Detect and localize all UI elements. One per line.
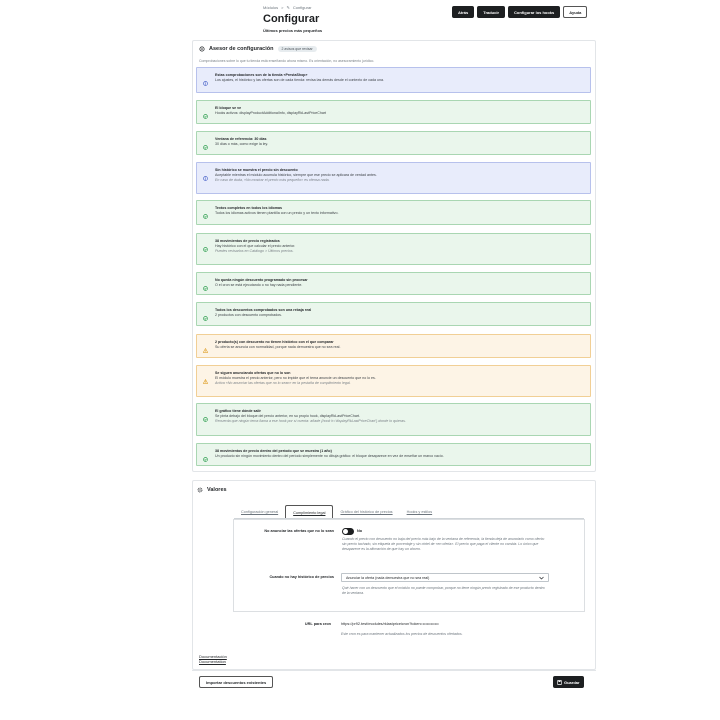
breadcrumb-modules[interactable]: Módulos: [263, 5, 279, 10]
chevron-down-icon: [539, 576, 544, 580]
check-item: [196, 233, 591, 265]
advisor-title: Asesor de configuración: [209, 46, 274, 52]
hide-fake-offers-label: No anunciar las ofertas que no lo sean: [264, 529, 334, 533]
tab-legal-compliance[interactable]: Cumplimiento legal: [285, 505, 333, 519]
check-title: Textos completos en todos los idiomas: [215, 206, 283, 210]
check-circle-icon: [203, 137, 208, 142]
no-history-select[interactable]: [341, 573, 549, 582]
translate-button[interactable]: Traducir: [477, 6, 505, 18]
check-item: [196, 67, 591, 93]
advisor-header: [199, 46, 317, 52]
check-description: Aceptable mientras el módulo acumula histórico, siempre que ese precio se aplicara de verdad antes.: [215, 173, 377, 177]
documentation-links: [199, 654, 227, 664]
hide-fake-offers-help: Cuando el precio con descuento no baja del precio más bajo de la ventana de referencia, la tienda deja de anunciarlo como oferta: sin precio tachado, sin etiqueta de porcentaje y sin cintel de «en oferta». El precio que paga el cliente no cambia. Lo único que desaparece es la afirmación de que hay un ahorro.: [342, 537, 545, 551]
settings-icon: [197, 487, 203, 493]
check-description: Se pinta debajo del bloque del precio anterior, en su propio hook, displayRkLastPriceChart.: [215, 414, 361, 418]
configure-hooks-button[interactable]: Configurar los hooks: [508, 6, 560, 18]
cron-url-help: Este cron es para mantener actualizados los precios de descuentos ofertados.: [341, 632, 463, 636]
hide-fake-offers-toggle[interactable]: [342, 528, 354, 535]
no-history-selected: Anunciar la oferta (nada demuestra que no sea real): [346, 575, 430, 580]
no-history-label: Cuando no hay histórico de precios: [269, 575, 334, 579]
import-discounts-button[interactable]: Importar descuentos existentes: [199, 676, 273, 688]
check-title: Ventana de referencia: 30 días: [215, 137, 267, 141]
cron-url-label: URL para cron: [304, 622, 331, 626]
gear-check-icon: [199, 46, 205, 52]
check-circle-icon: [203, 449, 208, 454]
check-item: [196, 162, 591, 194]
check-item: [196, 334, 591, 358]
values-tabs: [234, 505, 439, 519]
check-item: [196, 403, 591, 436]
check-note: Recuerda que ningún tema llama a ese hook por sí cuenta: añade {hook h='displayRkLastPriceChart'} donde lo quieras.: [215, 419, 406, 423]
warning-triangle-icon: [203, 340, 208, 345]
page-header: [0, 0, 720, 40]
check-circle-icon: [203, 278, 208, 283]
breadcrumb-separator: >: [281, 5, 284, 10]
help-button[interactable]: Ayuda: [563, 6, 587, 18]
check-description: Su oferta se anuncia con normalidad, porque nada demuestra que no sea real.: [215, 345, 341, 349]
check-description: 2 productos con descuento comprobados.: [215, 313, 282, 317]
check-description: Hay histórico con el que calcular el precio anterior.: [215, 244, 296, 248]
tab-price-chart[interactable]: Gráfico del histórico de precios: [340, 510, 393, 514]
check-circle-icon: [203, 239, 208, 244]
check-title: Estas comprobaciones son de la tienda «PrestaShop»: [215, 73, 308, 77]
doc-link-es[interactable]: Documentación: [199, 654, 227, 659]
edit-icon: ✎: [286, 5, 290, 10]
warnings-badge: 2 avisos que revisar: [278, 46, 317, 52]
save-label: Guardar: [564, 679, 580, 685]
check-title: 2 producto(s) con descuento no tienen histórico con el que comparar: [215, 340, 334, 344]
check-item: [196, 200, 591, 225]
values-header: [197, 487, 227, 493]
info-circle-icon: [203, 73, 208, 78]
toolbar: [452, 6, 587, 18]
check-description: O el cron se está ejecutando o no hay nada pendiente.: [215, 283, 303, 287]
check-title: Se siguen anunciando ofertas que no lo son: [215, 371, 291, 375]
check-note: Activa «No anunciar las ofertas que no lo sean» en la pestaña de cumplimiento legal.: [215, 381, 351, 385]
page-subtitle: Últimos precios más pequeños: [263, 28, 323, 33]
check-circle-icon: [203, 308, 208, 313]
check-description: Los ajustes, el histórico y las ofertas son de cada tienda: revisa las demás desde el contexto de cada una.: [215, 78, 385, 82]
check-title: Todos los descuentos comprobados son una rebaja real: [215, 308, 312, 312]
check-title: Sin histórico se muestra el precio sin descuento: [215, 168, 298, 172]
check-title: 38 movimientos de precio dentro del período que se muestra (1 año): [215, 449, 332, 453]
page-title: Configurar: [263, 13, 320, 25]
breadcrumb-configure: Configurar: [292, 5, 312, 10]
warning-triangle-icon: [203, 371, 208, 376]
back-button[interactable]: Atrás: [452, 6, 474, 18]
info-circle-icon: [203, 168, 208, 173]
check-note: Puedes revisarlos en Catálogo > Últimos precios.: [215, 249, 294, 253]
check-title: El gráfico tiene dónde salir: [215, 409, 261, 413]
save-icon: [557, 680, 562, 685]
check-item: [196, 131, 591, 155]
check-circle-icon: [203, 409, 208, 414]
check-item: [196, 100, 591, 124]
check-item: [196, 365, 591, 397]
cron-url-value[interactable]: https://pr92.test/modules/rklastpriceicron?token=••••••••••••: [341, 622, 439, 626]
hide-fake-offers-state: No: [357, 529, 363, 533]
check-circle-icon: [203, 106, 208, 111]
advisor-intro: Comprobaciones sobre lo que tu tienda está enseñando ahora mismo. Es orientación, no asesoramiento jurídico.: [199, 59, 375, 63]
no-history-help: Qué hacer con un descuento que el módulo no puede comprobar, porque no tiene ningún precio registrado de ese producto dentro de la ventana.: [342, 586, 545, 595]
check-title: 38 movimientos de precio registrados: [215, 239, 280, 243]
check-circle-icon: [203, 206, 208, 211]
check-item: [196, 302, 591, 326]
check-title: El bloque se ve: [215, 106, 242, 110]
check-note: En caso de duda, «No mostrar el precio más pequeño» es ofensa nada.: [215, 178, 330, 182]
check-description: Hooks activos: displayProductAdditionalInfo, displayRkLastPriceChart: [215, 111, 327, 115]
breadcrumb: [263, 5, 312, 10]
check-description: Todos los idiomas activos tienen plantilla con un precio y un texto informativo.: [215, 211, 339, 215]
tab-hooks-styles[interactable]: Hooks y estilos: [406, 510, 433, 514]
doc-link-en[interactable]: Documentation: [199, 659, 226, 664]
check-description: 30 días o más, como exige la ley.: [215, 142, 269, 146]
save-button[interactable]: [553, 676, 584, 688]
check-item: [196, 443, 591, 466]
tab-general[interactable]: Configuración general: [241, 510, 279, 514]
check-description: El módulo muestra el precio anterior, pero no impide que el tema anuncie un descuento que no lo es.: [215, 376, 376, 380]
check-description: Un producto sin ningún movimiento dentro del período simplemente no dibuja gráfico: el bloque desaparece en vez de enseñar un marco vacío.: [215, 454, 444, 458]
check-title: No queda ningún descuento programado sin procesar: [215, 278, 308, 282]
values-title: Valores: [207, 487, 227, 493]
check-item: [196, 272, 591, 295]
